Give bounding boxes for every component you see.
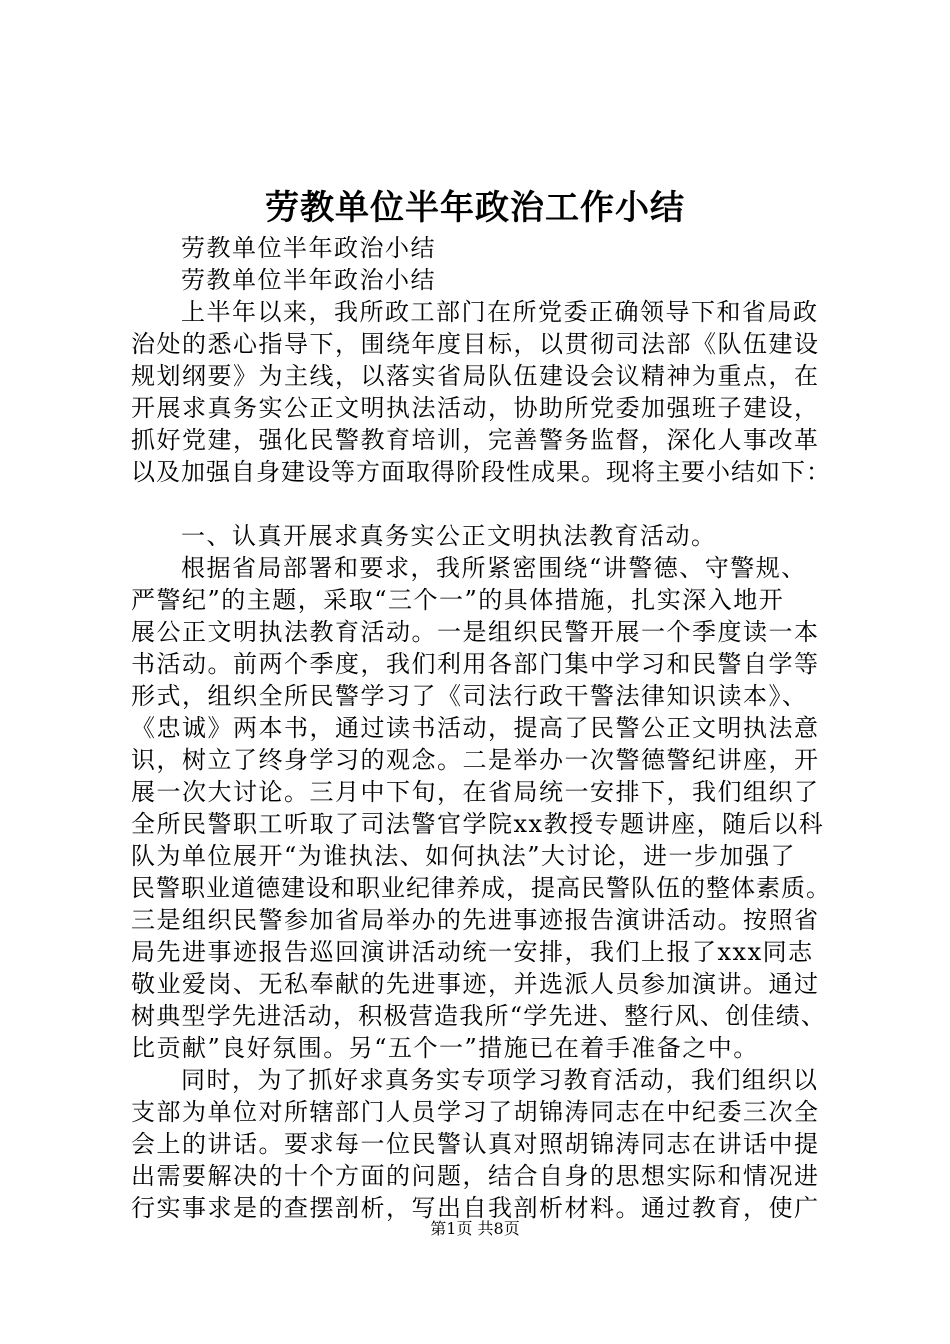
text-line: 行实事求是的查摆剖析，写出自我剖析材料。通过教育，使广 [131, 1194, 820, 1222]
text-line: 展一次大讨论。三月中下旬，在省局统一安排下，我们组织了 [131, 778, 820, 806]
text-line: 规划纲要》为主线，以落实省局队伍建设会议精神为重点，在 [131, 362, 820, 390]
text-line: 治处的悉心指导下，围绕年度目标，以贯彻司法部《队伍建设 [131, 330, 820, 358]
text-line: 识，树立了终身学习的观念。二是举办一次警德警纪讲座，开 [131, 746, 820, 774]
text-line: 《忠诚》两本书，通过读书活动，提高了民警公正文明执法意 [131, 714, 820, 742]
text-line: 支部为单位对所辖部门人员学习了胡锦涛同志在中纪委三次全 [131, 1098, 820, 1126]
text-line: 开展求真务实公正文明执法活动，协助所党委加强班子建设， [131, 394, 820, 422]
text-line: 书活动。前两个季度，我们利用各部门集中学习和民警自学等 [131, 650, 820, 678]
subtitle-line: 劳教单位半年政治小结 [181, 234, 436, 262]
text-line: 出需要解决的十个方面的问题，结合自身的思想实际和情况进 [131, 1162, 820, 1190]
text-line: 民警职业道德建设和职业纪律养成，提高民警队伍的整体素质。 [131, 874, 831, 902]
text-line: 队为单位展开“为谁执法、如何执法”大讨论，进一步加强了 [131, 842, 797, 870]
subtitle-line: 劳教单位半年政治小结 [181, 266, 436, 294]
document-title: 劳教单位半年政治工作小结 [265, 188, 685, 228]
text-line: 比贡献”良好氛围。另“五个一”措施已在着手准备之中。 [131, 1034, 759, 1062]
section-heading: 一、认真开展求真务实公正文明执法教育活动。 [181, 522, 717, 550]
text-line: 严警纪”的主题，采取“三个一”的具体措施，扎实深入地开 [131, 586, 785, 614]
document-body [131, 232, 831, 1224]
text-line: 上半年以来，我所政工部门在所党委正确领导下和省局政 [181, 298, 819, 326]
text-line: 会上的讲话。要求每一位民警认真对照胡锦涛同志在讲话中提 [131, 1130, 820, 1158]
text-line: 同时，为了抓好求真务实专项学习教育活动，我们组织以 [181, 1066, 819, 1094]
text-line: 局先进事迹报告巡回演讲活动统一安排，我们上报了xxx同志 [131, 938, 814, 966]
text-line: 形式，组织全所民警学习了《司法行政干警法律知识读本》、 [131, 682, 808, 710]
paragraph-section-1-continued [131, 1064, 831, 1224]
text-line: 三是组织民警参加省局举办的先进事迹报告演讲活动。按照省 [131, 906, 820, 934]
text-line: 敬业爱岗、无私奉献的先进事迹，并选派人员参加演讲。通过 [131, 970, 820, 998]
text-line: 树典型学先进活动，积极营造我所“学先进、整行风、创佳绩、 [131, 1002, 827, 1030]
paragraph-intro [131, 296, 831, 488]
text-line: 全所民警职工听取了司法警官学院xx教授专题讲座，随后以科 [131, 810, 825, 838]
text-line: 抓好党建，强化民警教育培训，完善警务监督，深化人事改革 [131, 426, 820, 454]
text-line: 根据省局部署和要求，我所紧密围绕“讲警德、守警规、 [181, 554, 807, 582]
paragraph-section-1 [131, 552, 831, 1064]
text-line: 以及加强自身建设等方面取得阶段性成果。现将主要小结如下： [131, 458, 831, 486]
paragraph-spacer [131, 488, 831, 520]
text-line: 展公正文明执法教育活动。一是组织民警开展一个季度读一本 [131, 618, 820, 646]
page-number-footer: 第1页 共8页 [430, 1219, 520, 1238]
